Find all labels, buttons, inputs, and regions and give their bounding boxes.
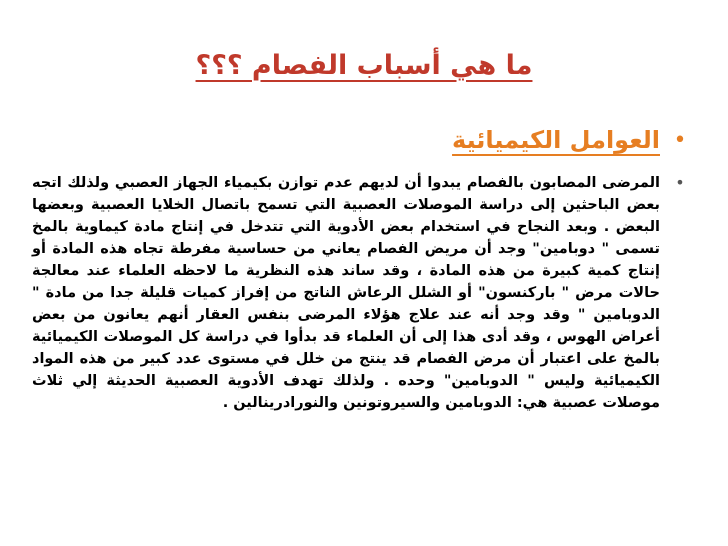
heading-bullet: • <box>673 127 687 153</box>
section-heading: العوامل الكيميائية <box>452 126 660 154</box>
body-row <box>32 172 700 414</box>
slide-title-text: ما هي أسباب الفصام ؟؟؟ <box>195 50 533 81</box>
body-paragraph: المرضى المصابون بالفصام يبدوا أن لديهم عدم توازن بكيمياء الجهاز العصبي ولذلك اتجه بعض الباحثين إلى دراسة الموصلات العصبية التي تسمح باتصال الخلايا العصبية وبعضها البعض . وبعد النجاح في استخدام بعض الأدوية التي تتدخل في إنتاج مادة كيماوية بالمخ تسمى " دوبامين" وجد أن مريض الفصام يعاني من حساسية مفرطة تجاه هذه المادة أو إنتاج كمية كبيرة من هذه المادة ، وقد ساند هذه النظرية ما لاحظه العلماء عند معالجة حالات مرض " باركنسون" أو الشلل الرعاش الناتج من إفراز كميات قليلة جدا من مادة " الدوبامين " وقد وجد أنه عند علاج هؤلاء المرضى بنفس العقار أنهم يعانون من بعض أعراض الهوس ، وقد أدى هذا إلى أن العلماء قد بدأوا في دراسة كل الموصلات الكيميائية بالمخ على اعتبار أن مرض الفصام قد ينتج من خلل في مستوى عدد كبير من هذه المواد الكيميائية وليس " الدوبامين" وحده . ولذلك تهدف الأدوية العصبية الحديثة إلي ثلاث موصلات عصبية هي: الدوبامين والسيروتونين والنورادرينالين . <box>32 175 660 411</box>
body-bullet: • <box>675 173 685 192</box>
slide-title <box>0 48 728 84</box>
heading-row <box>40 124 700 156</box>
